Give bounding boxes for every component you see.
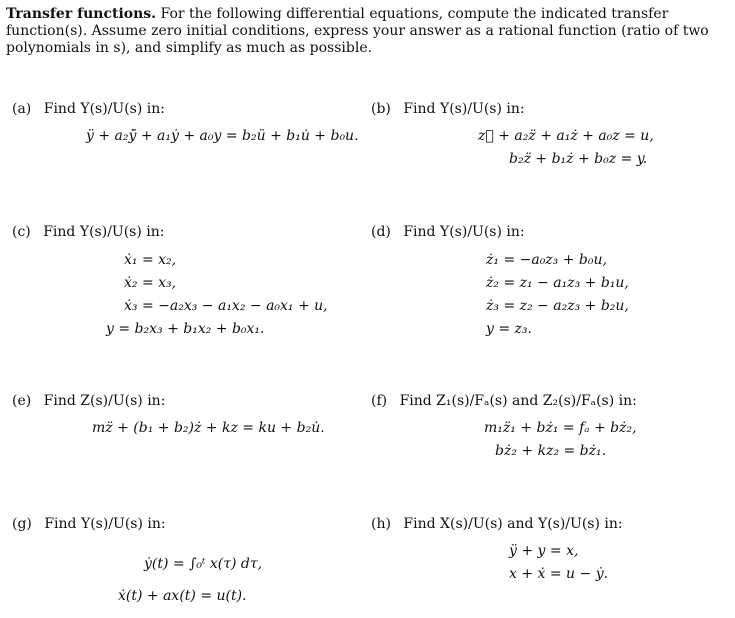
problem-intro xyxy=(6,6,728,57)
problem-e-tag: (e) xyxy=(12,393,32,409)
problem-title: Transfer functions. xyxy=(6,6,157,22)
problem-d-eq-3: ż₃ = z₂ − a₂z₃ + b₂u, xyxy=(486,298,629,314)
problem-c-eq-2: ẋ₂ = x₃, xyxy=(124,275,177,291)
problem-d-tag: (d) xyxy=(371,224,391,240)
problem-h-tag: (h) xyxy=(371,516,391,532)
problem-g-tag: (g) xyxy=(12,516,32,532)
problem-d-eq-2: ż₂ = z₁ − a₁z₃ + b₁u, xyxy=(486,275,629,291)
problem-c-label: Find Y(s)/U(s) in: xyxy=(43,224,165,240)
problem-h-label: Find X(s)/U(s) and Y(s)/U(s) in: xyxy=(403,516,623,532)
problem-a xyxy=(12,101,165,117)
problem-c-tag: (c) xyxy=(12,224,31,240)
problem-e-eq-1: mz̈ + (b₁ + b₂)ż + kz = ku + b₂u̇. xyxy=(92,420,325,436)
problem-a-tag: (a) xyxy=(12,101,32,117)
problem-f-tag: (f) xyxy=(371,393,388,409)
problem-e-label: Find Z(s)/U(s) in: xyxy=(43,393,166,409)
problem-b-eq-2: b₂z̈ + b₁ż + b₀z = y. xyxy=(509,151,648,167)
problem-g-eq-1: ẏ(t) = ∫₀ᵗ x(τ) dτ, xyxy=(144,556,263,572)
problem-b-tag: (b) xyxy=(371,101,391,117)
problem-g-label: Find Y(s)/U(s) in: xyxy=(44,516,166,532)
problem-b-eq-1: z⃛ + a₂z̈ + a₁ż + a₀z = u, xyxy=(478,128,654,144)
problem-g-eq-2: ẋ(t) + ax(t) = u(t). xyxy=(118,588,247,604)
problem-h xyxy=(371,516,623,532)
problem-a-label: Find Y(s)/U(s) in: xyxy=(43,101,165,117)
problem-f-eq-1: m₁z̈₁ + bż₁ = fₐ + bż₂, xyxy=(484,420,637,436)
problem-a-eq-1: ÿ + a₂ÿ̇ + a₁ẏ + a₀y = b₂ü + b₁u̇ + b₀u. xyxy=(86,128,359,144)
problem-instructions: For the following differential equations, compute the indicated transfer function(s). Assume zero initial conditions, express your answer as a rational function (ratio of two polynomials in s), and simplify as much as possible. xyxy=(6,6,709,56)
problem-f-label: Find Z₁(s)/Fₐ(s) and Z₂(s)/Fₐ(s) in: xyxy=(399,393,637,409)
problem-h-eq-1: ÿ + y = x, xyxy=(509,543,579,559)
problem-d-eq-4: y = z₃. xyxy=(486,321,532,337)
problem-b-label: Find Y(s)/U(s) in: xyxy=(403,101,525,117)
problem-c-eq-1: ẋ₁ = x₂, xyxy=(124,252,177,268)
problem-d xyxy=(371,224,525,240)
problem-c-eq-3: ẋ₃ = −a₂x₃ − a₁x₂ − a₀x₁ + u, xyxy=(124,298,328,314)
problem-f-eq-2: bż₂ + kz₂ = bż₁. xyxy=(495,443,607,459)
problem-d-label: Find Y(s)/U(s) in: xyxy=(403,224,525,240)
problem-e xyxy=(12,393,165,409)
problem-c xyxy=(12,224,164,240)
problem-h-eq-2: x + ẋ = u − ẏ. xyxy=(509,566,609,582)
problem-g xyxy=(12,516,166,532)
problem-c-eq-4: y = b₂x₃ + b₁x₂ + b₀x₁. xyxy=(106,321,265,337)
problem-f xyxy=(371,393,637,409)
problem-b xyxy=(371,101,525,117)
problem-d-eq-1: ż₁ = −a₀z₃ + b₀u, xyxy=(486,252,607,268)
